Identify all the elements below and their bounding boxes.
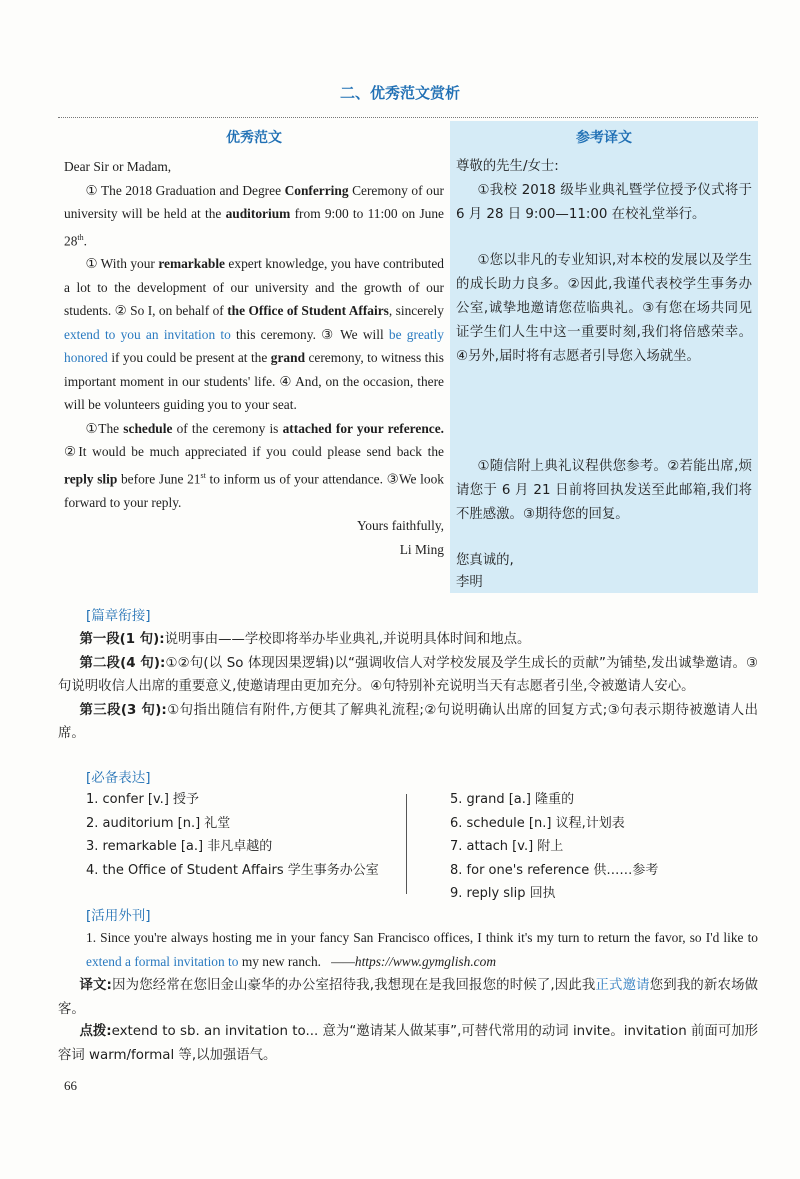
highlight-phrase: extend to you an invitation to — [64, 326, 231, 342]
sample-letter-body — [64, 155, 444, 561]
usage-translation: 译文:因为您经常在您旧金山豪华的办公室招待我,我想现在是我回报您的时候了,因此我正式邀请您到我的新农场做客。 — [58, 978, 759, 1017]
structure-para-1: 第一段(1 句):说明事由——学校即将举办毕业典礼,并说明具体时间和地点。 — [79, 632, 531, 647]
page-number: 66 — [64, 1078, 77, 1093]
letter-paragraph-3: ①The schedule of the ceremony is attached for your reference. ②It would be much appreciated if you could please send back the reply slip before June 21st to inform us of your attendance. ③We look forward to your reply. — [64, 420, 444, 510]
highlight-phrase: 正式邀请 — [595, 978, 650, 993]
vocab-right-column — [450, 788, 750, 906]
sample-letter-column — [58, 121, 450, 593]
source-link: ——https://www.gymglish.com — [331, 953, 496, 969]
vocab-item: 5. grand [a.] 隆重的 — [450, 792, 575, 807]
letter-paragraph-2: ① With your remarkable expert knowledge, you have contributed a lot to the development of our university and the growth of our students. ② So I, on behalf of the Office of Student Affairs, sincerely extend to you an invitation to this ceremony. ③ We will be greatly honored if you could be present at the grand ceremony, to witness this important moment in our students' life. ④ And, on the occasion, there will be volunteers guiding you to your seat. — [64, 256, 444, 413]
translation-signature: 李明 — [456, 575, 483, 590]
signature: Li Ming — [399, 541, 444, 557]
vocab-left-column — [86, 788, 406, 882]
vocab-item: 2. auditorium [n.] 礼堂 — [86, 815, 231, 831]
translation-column — [450, 121, 758, 593]
structure-tag: [篇章衔接] — [86, 608, 151, 624]
structure-para-2: 第二段(4 句):①②句(以 So 体现因果逻辑)以“强调收信人对学校发展及学生成长的贡献”为铺垫,发出诚挚邀请。③句说明收信人出席的重要意义,使邀请理由更加充分。④句特别补充说明当天有志愿者引坐,令被邀请人安心。 — [58, 655, 758, 695]
usage-example: 1. Since you're always hosting me in your fancy San Francisco offices, I think it's my turn to return the favor, so I'd like to extend a formal invitation to my new ranch. ——https://www.gymglish.com — [86, 930, 758, 969]
structure-para-3: 第三段(3 句):①句指出随信有附件,方便其了解典礼流程;②句说明确认出席的回复方式;③句表示期待被邀请人出席。 — [58, 702, 758, 742]
section-title: 二、优秀范文赏析 — [339, 84, 460, 102]
closing: Yours faithfully, — [356, 518, 444, 534]
vocab-item: 8. for one's reference 供……参考 — [450, 862, 659, 878]
translation-salutation: 尊敬的先生/女士: — [456, 159, 559, 174]
translation-heading: 参考译文 — [576, 130, 632, 146]
usage-tip: 点拨:extend to sb. an invitation to... 意为“邀请某人做某事”,可替代常用的动词 invite。invitation 前面可加形容词 warm/formal 等,以加强语气。 — [58, 1024, 759, 1063]
usage-tag: [活用外刊] — [86, 908, 151, 924]
vocab-list — [86, 788, 758, 906]
structure-analysis — [58, 628, 758, 746]
vocab-item: 4. the Office of Student Affairs 学生事务办公室 — [86, 862, 379, 878]
vocab-item: 3. remarkable [a.] 非凡卓越的 — [86, 839, 273, 854]
salutation: Dear Sir or Madam, — [64, 159, 172, 174]
translation-paragraph-1: ①我校 2018 级毕业典礼暨学位授予仪式将于 6 月 28 日 9:00—11:00 在校礼堂举行。 — [456, 183, 752, 222]
translation-paragraph-2: ①您以非凡的专业知识,对本校的发展以及学生的成长助力良多。②因此,我谨代表校学生事务办公室,诚挚地邀请您莅临典礼。③有您在场共同见证学生们人生中这一重要时刻,我们将倍感荣幸。④另外,届时将有志愿者引导您入场就坐。 — [456, 253, 752, 364]
vocab-tag: [必备表达] — [86, 770, 151, 786]
highlight-phrase: extend a formal invitation to — [86, 953, 239, 969]
highlight-phrase: be greatly honored — [64, 326, 444, 366]
vocab-item: 1. confer [v.] 授予 — [86, 792, 200, 807]
translation-paragraph-3: ①随信附上典礼议程供您参考。②若能出席,烦请您于 6 月 21 日前将回执发送至此邮箱,我们将不胜感激。③期待您的回复。 — [456, 459, 752, 522]
dotted-divider — [58, 117, 758, 118]
letter-paragraph-1: ① The 2018 Graduation and Degree Conferring Ceremony of our university will be held at the auditorium from 9:00 to 11:00 on June 28th. — [64, 182, 444, 248]
sample-letter-heading: 优秀范文 — [226, 130, 282, 146]
vocab-item: 6. schedule [n.] 议程,计划表 — [450, 815, 625, 831]
vocab-item: 7. attach [v.] 附上 — [450, 839, 564, 854]
translation-closing: 您真诚的, — [456, 553, 514, 568]
vocab-divider — [406, 794, 407, 894]
vocab-item: 9. reply slip 回执 — [450, 886, 556, 901]
